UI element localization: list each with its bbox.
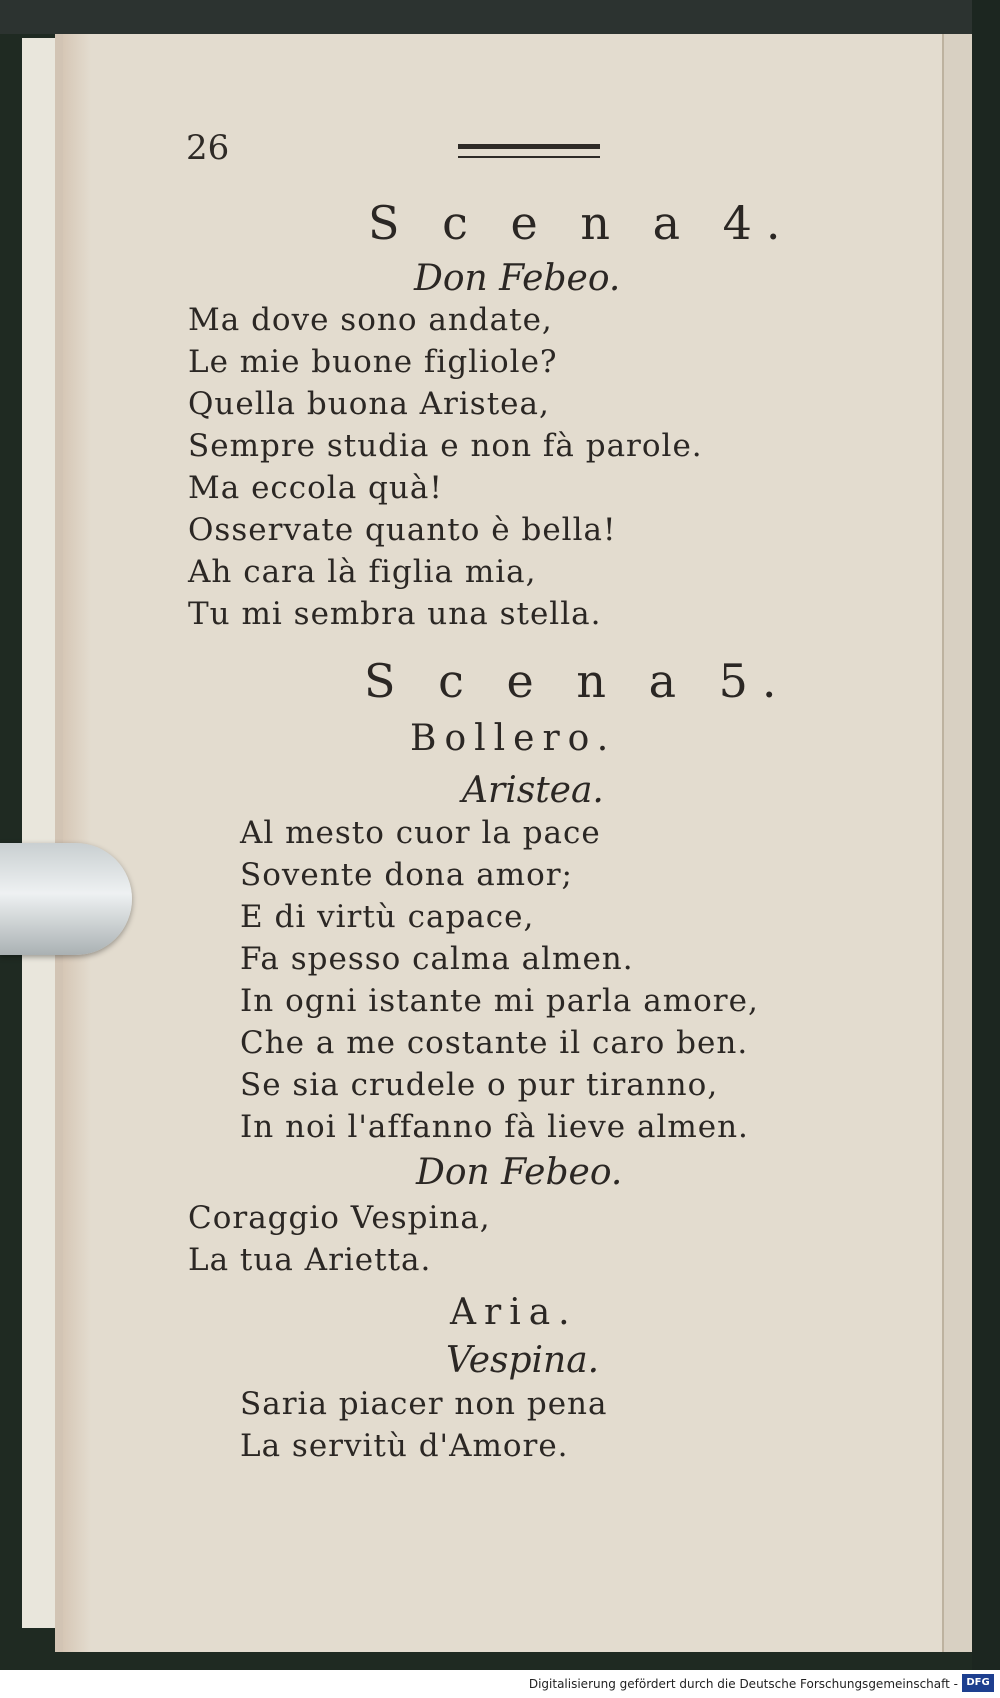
verse-line: In noi l'affanno fà lieve almen. (240, 1109, 749, 1145)
verse-line: Osservate quanto è bella! (188, 512, 617, 548)
scan-background-top (0, 0, 1000, 34)
header-rule-thin (458, 156, 600, 158)
scene-5-subheading: Bollero. (410, 718, 617, 759)
verse-line: Ah cara là figlia mia, (188, 554, 537, 590)
verse-line: Sempre studia e non fà parole. (188, 428, 703, 464)
dfg-logo: DFG (962, 1674, 994, 1692)
verse-line: Fa spesso calma almen. (240, 941, 634, 977)
bookmark-clip (0, 843, 132, 955)
aria-heading: Aria. (450, 1292, 578, 1333)
verse-line: Se sia crudele o pur tiranno, (240, 1067, 719, 1103)
verse-line: Ma eccola quà! (188, 470, 443, 506)
page-right-edge (942, 34, 974, 1652)
scene-5-speaker: Aristea. (462, 770, 604, 811)
verse-line: Che a me costante il caro ben. (240, 1025, 749, 1061)
scene-4-speaker: Don Febeo. (414, 258, 621, 299)
header-rule-thick (458, 144, 600, 149)
verse-line: Ma dove sono andate, (188, 302, 553, 338)
page-number: 26 (186, 128, 230, 168)
verse-line: Le mie buone figliole? (188, 344, 558, 380)
verse-line: Al mesto cuor la pace (240, 815, 601, 851)
verse-line: Coraggio Vespina, (188, 1200, 491, 1236)
verse-line: La tua Arietta. (188, 1242, 432, 1278)
verse-line: In ogni istante mi parla amore, (240, 983, 759, 1019)
verse-line: La servitù d'Amore. (240, 1428, 569, 1464)
scene-5-heading: S c e n a 5. (364, 654, 791, 708)
speaker-don-febeo: Don Febeo. (416, 1152, 623, 1193)
verse-line: Sovente dona amor; (240, 857, 573, 893)
scan-background-right (972, 0, 1000, 1698)
verse-line: Tu mi sembra una stella. (188, 596, 602, 632)
aria-speaker: Vespina. (446, 1340, 600, 1381)
scene-4-heading: S c e n a 4. (368, 196, 795, 250)
verse-line: Quella buona Aristea, (188, 386, 550, 422)
verse-line: Saria piacer non pena (240, 1386, 608, 1422)
digitization-credit: Digitalisierung gefördert durch die Deutsche Forschungsgemeinschaft - (528, 1677, 958, 1691)
verse-line: E di virtù capace, (240, 899, 535, 935)
